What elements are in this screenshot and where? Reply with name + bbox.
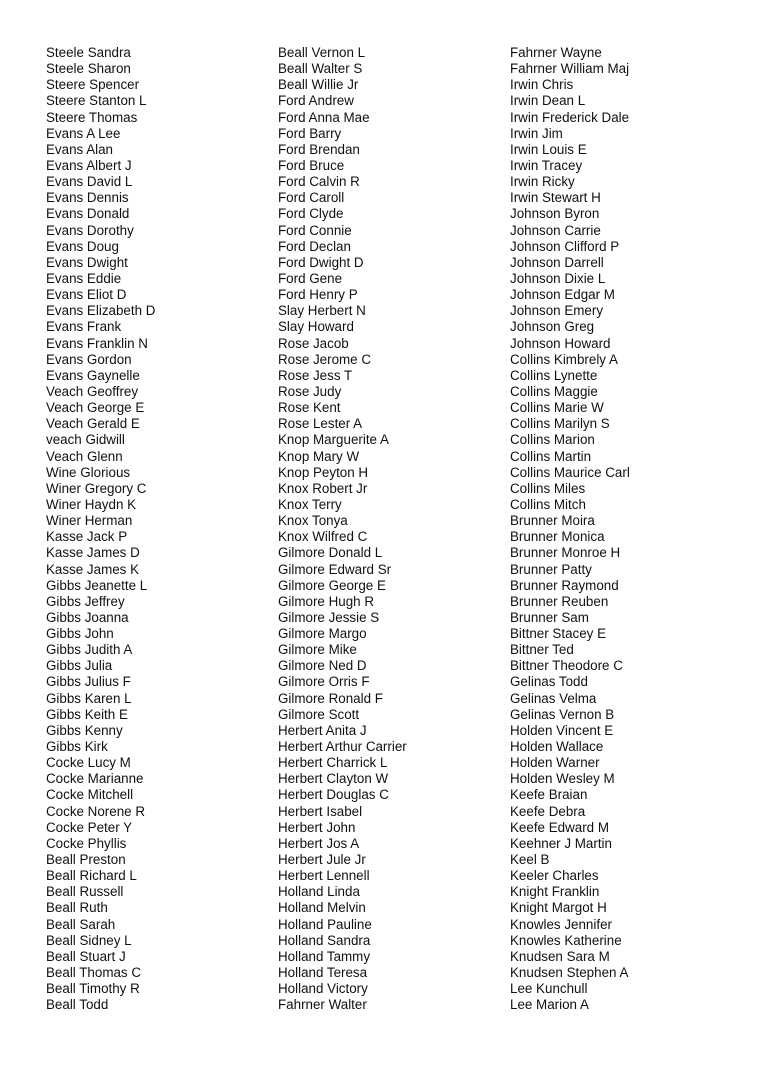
name-entry: Slay Herbert N	[278, 303, 366, 319]
name-entry: Holden Vincent E	[510, 722, 614, 738]
name-entry: Cocke Phyllis	[46, 835, 127, 851]
name-entry: Steere Spencer	[46, 77, 140, 93]
name-entry: Rose Judy	[278, 383, 342, 399]
name-entry: Herbert Jule Jr	[278, 852, 366, 868]
name-entry: Gilmore Jessie S	[278, 609, 380, 625]
name-entry: Ford Bruce	[278, 157, 345, 173]
name-entry: Gilmore George E	[278, 577, 386, 593]
name-entry: Evans Franklin N	[46, 335, 148, 351]
name-entry: Rose Jerome C	[278, 351, 372, 367]
name-entry: Irwin Louis E	[510, 141, 587, 157]
name-entry: Rose Kent	[278, 400, 341, 416]
name-entry: Kasse Jack P	[46, 529, 128, 545]
name-entry: Rose Lester A	[278, 416, 363, 432]
name-entry: Knox Wilfred C	[278, 529, 368, 545]
name-entry: Gilmore Margo	[278, 626, 367, 642]
name-entry: Evans Dennis	[46, 190, 129, 206]
name-entry: Collins Kimbrely A	[510, 351, 618, 367]
name-entry: Johnson Greg	[510, 319, 595, 335]
name-entry: Herbert Arthur Carrier	[278, 739, 407, 755]
name-entry: Johnson Byron	[510, 206, 600, 222]
name-entry: Brunner Sam	[510, 609, 589, 625]
name-entry: Fahrner William Maj	[510, 61, 630, 77]
name-entry: Kasse James D	[46, 545, 140, 561]
name-entry: Holland Teresa	[278, 965, 368, 981]
name-entry: Ford Clyde	[278, 206, 344, 222]
name-entry: Knop Marguerite A	[278, 432, 389, 448]
name-entry: Beall Timothy R	[46, 981, 140, 997]
name-entry: Herbert Anita J	[278, 722, 367, 738]
name-entry: Irwin Jim	[510, 125, 563, 141]
name-entry: Johnson Clifford P	[510, 238, 620, 254]
name-entry: Ford Henry P	[278, 287, 358, 303]
name-entry: Beall Vernon L	[278, 45, 366, 60]
name-entry: Knox Tonya	[278, 513, 348, 529]
name-entry: Collins Martin	[510, 448, 592, 464]
name-entry: Rose Jacob	[278, 335, 349, 351]
name-entry: Gilmore Scott	[278, 706, 360, 722]
name-entry: Veach George E	[46, 400, 145, 416]
name-entry: Collins Mitch	[510, 496, 586, 512]
name-entry: Gibbs Karen L	[46, 690, 132, 706]
name-entry: Ford Connie	[278, 222, 352, 238]
name-entry: Knox Terry	[278, 496, 342, 512]
name-entry: Gibbs Kirk	[46, 739, 108, 755]
name-entry: Johnson Carrie	[510, 222, 601, 238]
name-entry: Ford Caroll	[278, 190, 345, 206]
name-entry: Knowles Katherine	[510, 932, 622, 948]
name-entry: Brunner Raymond	[510, 577, 619, 593]
name-entry: Evans Doug	[46, 238, 119, 254]
name-entry: Knight Margot H	[510, 900, 607, 916]
name-entry: Beall Sidney L	[46, 932, 132, 948]
name-entry: Evans Eliot D	[46, 287, 127, 303]
name-entry: Herbert Clayton W	[278, 771, 389, 787]
name-entry: Veach Gerald E	[46, 416, 140, 432]
name-entry: Irwin Tracey	[510, 157, 583, 173]
name-entry: Holland Victory	[278, 981, 368, 997]
name-column-3	[510, 45, 630, 1013]
name-entry: Keefe Debra	[510, 803, 586, 819]
name-entry: Steele Sharon	[46, 61, 131, 77]
name-entry: Ford Calvin R	[278, 174, 360, 190]
name-entry: Ford Barry	[278, 125, 342, 141]
name-entry: Winer Gregory C	[46, 480, 147, 496]
name-entry: Knudsen Stephen A	[510, 965, 629, 981]
name-entry: Keefe Edward M	[510, 819, 609, 835]
name-entry: Winer Haydn K	[46, 496, 137, 512]
name-entry: Veach Glenn	[46, 448, 123, 464]
name-entry: Knox Robert Jr	[278, 480, 368, 496]
name-entry: Knop Peyton H	[278, 464, 369, 480]
name-entry: Collins Marion	[510, 432, 595, 448]
name-entry: Brunner Reuben	[510, 593, 609, 609]
name-entry: Knowles Jennifer	[510, 916, 612, 932]
name-entry: Irwin Stewart H	[510, 190, 601, 206]
name-entry: Wine Glorious	[46, 464, 131, 480]
name-entry: Irwin Chris	[510, 77, 574, 93]
name-entry: Gilmore Donald L	[278, 545, 383, 561]
name-entry: Herbert John	[278, 819, 356, 835]
name-entry: Cocke Peter Y	[46, 819, 133, 835]
name-entry: Beall Richard L	[46, 868, 137, 884]
name-entry: Herbert Jos A	[278, 835, 360, 851]
name-entry: Knudsen Sara M	[510, 948, 610, 964]
name-entry: Kasse James K	[46, 561, 140, 577]
name-entry: Evans Dorothy	[46, 222, 134, 238]
name-entry: Irwin Ricky	[510, 174, 575, 190]
name-entry: Gilmore Ronald F	[278, 690, 383, 706]
name-entry: Johnson Darrell	[510, 254, 604, 270]
name-entry: Keehner J Martin	[510, 835, 612, 851]
name-entry: Gelinas Todd	[510, 674, 588, 690]
name-entry: Evans Gaynelle	[46, 367, 140, 383]
name-entry: Evans Eddie	[46, 270, 122, 286]
name-entry: Ford Dwight D	[278, 254, 364, 270]
name-entry: Ford Anna Mae	[278, 109, 370, 125]
name-entry: Bittner Stacey E	[510, 626, 607, 642]
name-entry: Johnson Emery	[510, 303, 604, 319]
name-entry: Holden Warner	[510, 755, 600, 771]
name-entry: Ford Gene	[278, 270, 343, 286]
name-entry: veach Gidwill	[46, 432, 125, 448]
name-entry: Evans Albert J	[46, 157, 132, 173]
name-entry: Collins Maggie	[510, 383, 598, 399]
name-entry: Fahrner Wayne	[510, 45, 602, 60]
name-entry: Holland Sandra	[278, 932, 371, 948]
name-entry: Holland Melvin	[278, 900, 366, 916]
name-entry: Collins Maurice Carl	[510, 464, 630, 480]
name-entry: Herbert Lennell	[278, 868, 370, 884]
name-entry: Evans Frank	[46, 319, 122, 335]
name-entry: Keeler Charles	[510, 868, 599, 884]
name-entry: Beall Sarah	[46, 916, 116, 932]
name-entry: Johnson Howard	[510, 335, 611, 351]
name-entry: Gibbs Jeffrey	[46, 593, 125, 609]
name-entry: Brunner Monroe H	[510, 545, 621, 561]
name-entry: Beall Preston	[46, 852, 126, 868]
name-entry: Steere Stanton L	[46, 93, 147, 109]
name-entry: Winer Herman	[46, 513, 133, 529]
name-entry: Evans Elizabeth D	[46, 303, 156, 319]
name-entry: Slay Howard	[278, 319, 354, 335]
name-entry: Ford Brendan	[278, 141, 360, 157]
name-entry: Lee Marion A	[510, 997, 589, 1013]
name-entry: Irwin Frederick Dale	[510, 109, 630, 125]
name-entry: Steere Thomas	[46, 109, 138, 125]
name-entry: Evans Donald	[46, 206, 130, 222]
name-entry: Beall Ruth	[46, 900, 108, 916]
name-entry: Gilmore Hugh R	[278, 593, 374, 609]
name-entry: Herbert Charrick L	[278, 755, 388, 771]
name-entry: Gibbs Keith E	[46, 706, 128, 722]
name-entry: Evans Dwight	[46, 254, 128, 270]
name-entry: Gibbs Jeanette L	[46, 577, 148, 593]
name-entry: Cocke Marianne	[46, 771, 144, 787]
name-entry: Gibbs Julia	[46, 658, 113, 674]
name-entry: Bittner Theodore C	[510, 658, 623, 674]
name-entry: Beall Todd	[46, 997, 109, 1013]
name-entry: Gilmore Mike	[278, 642, 357, 658]
name-entry: Evans Gordon	[46, 351, 132, 367]
name-entry: Irwin Dean L	[510, 93, 586, 109]
name-entry: Beall Walter S	[278, 61, 363, 77]
name-entry: Herbert Douglas C	[278, 787, 389, 803]
name-entry: Collins Lynette	[510, 367, 598, 383]
name-entry: Gibbs Judith A	[46, 642, 133, 658]
name-entry: Collins Miles	[510, 480, 586, 496]
name-entry: Collins Marilyn S	[510, 416, 610, 432]
name-entry: Holland Linda	[278, 884, 360, 900]
name-entry: Keefe Braian	[510, 787, 588, 803]
name-entry: Gelinas Velma	[510, 690, 597, 706]
name-entry: Gilmore Edward Sr	[278, 561, 392, 577]
name-entry: Veach Geoffrey	[46, 383, 139, 399]
name-entry: Steele Sandra	[46, 45, 131, 60]
name-entry: Brunner Moira	[510, 513, 595, 529]
name-entry: Brunner Monica	[510, 529, 605, 545]
name-entry: Rose Jess T	[278, 367, 353, 383]
name-entry: Lee Kunchull	[510, 981, 588, 997]
name-column-1	[46, 45, 155, 1013]
name-entry: Evans David L	[46, 174, 133, 190]
name-entry: Johnson Edgar M	[510, 287, 615, 303]
name-entry: Evans A Lee	[46, 125, 121, 141]
name-entry: Holland Tammy	[278, 948, 371, 964]
name-entry: Gibbs John	[46, 626, 114, 642]
name-entry: Gilmore Ned D	[278, 658, 367, 674]
name-entry: Cocke Norene R	[46, 803, 145, 819]
name-entry: Ford Andrew	[278, 93, 354, 109]
name-entry: Gibbs Kenny	[46, 722, 123, 738]
name-entry: Beall Russell	[46, 884, 124, 900]
name-entry: Beall Thomas C	[46, 965, 142, 981]
name-entry: Cocke Lucy M	[46, 755, 131, 771]
name-entry: Knop Mary W	[278, 448, 360, 464]
name-entry: Cocke Mitchell	[46, 787, 134, 803]
name-entry: Gilmore Orris F	[278, 674, 370, 690]
name-entry: Bittner Ted	[510, 642, 574, 658]
name-entry: Ford Declan	[278, 238, 351, 254]
name-entry: Herbert Isabel	[278, 803, 363, 819]
name-entry: Gelinas Vernon B	[510, 706, 615, 722]
name-entry: Gibbs Joanna	[46, 609, 129, 625]
name-entry: Gibbs Julius F	[46, 674, 131, 690]
name-column-2	[278, 45, 407, 1013]
name-entry: Beall Willie Jr	[278, 77, 359, 93]
name-entry: Knight Franklin	[510, 884, 600, 900]
name-entry: Keel B	[510, 852, 550, 868]
name-entry: Collins Marie W	[510, 400, 604, 416]
name-entry: Holden Wallace	[510, 739, 604, 755]
name-entry: Beall Stuart J	[46, 948, 126, 964]
name-entry: Johnson Dixie L	[510, 270, 606, 286]
name-entry: Holland Pauline	[278, 916, 372, 932]
name-entry: Holden Wesley M	[510, 771, 615, 787]
name-entry: Evans Alan	[46, 141, 113, 157]
name-entry: Brunner Patty	[510, 561, 592, 577]
name-entry: Fahrner Walter	[278, 997, 367, 1013]
